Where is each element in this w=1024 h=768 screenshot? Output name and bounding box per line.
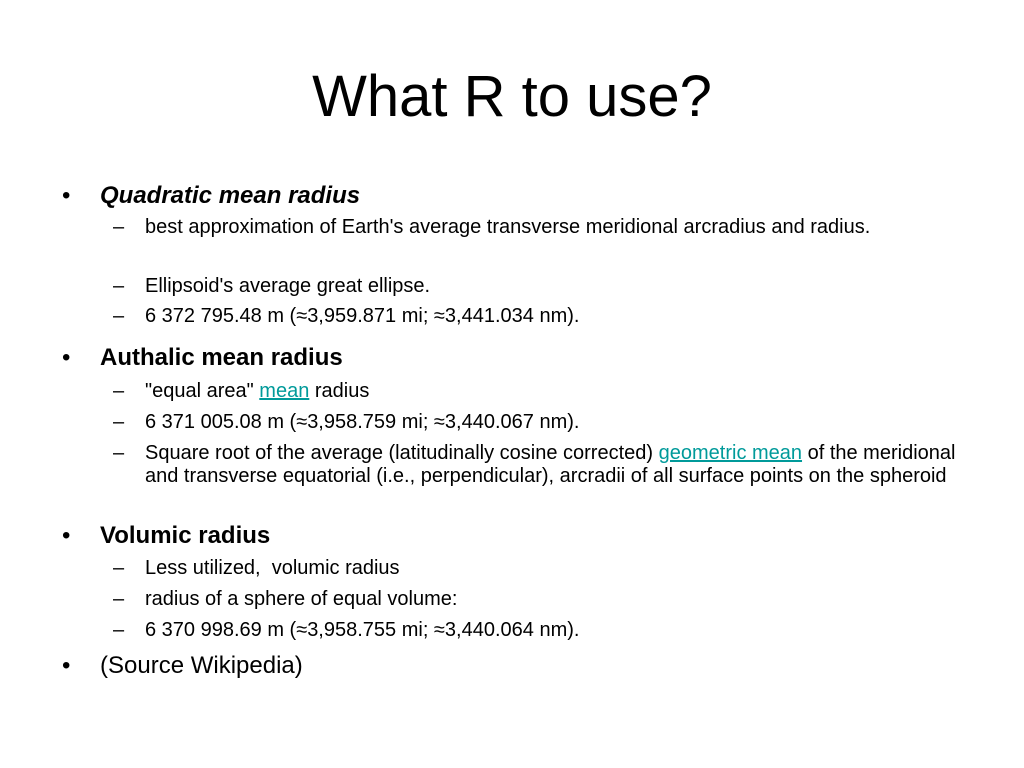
bullet-icon: • xyxy=(62,652,71,679)
list-item xyxy=(113,216,965,239)
dash-icon: – xyxy=(113,588,125,610)
list-item-text-post: radius xyxy=(309,380,370,402)
bullet-icon: • xyxy=(62,182,71,209)
dash-icon: – xyxy=(113,380,125,402)
dash-icon: – xyxy=(113,411,125,433)
list-item-text: 6 371 005.08 m (≈3,958.759 mi; ≈3,440.067 nm). xyxy=(145,411,580,433)
list-item xyxy=(113,557,965,580)
bullet-icon: • xyxy=(62,344,71,371)
heading-text: Quadratic mean radius xyxy=(100,182,361,209)
list-item xyxy=(113,411,965,434)
list-item-text-post: of the meridional and transverse equatorial (i.e., perpendicular), arcradii of all surface points on the spheroid xyxy=(145,442,956,487)
dash-icon: – xyxy=(113,305,125,327)
list-item xyxy=(113,588,965,611)
list-item xyxy=(113,305,965,328)
list-item xyxy=(113,442,965,488)
geometric-mean-link[interactable]: geometric mean xyxy=(658,442,803,464)
dash-icon: – xyxy=(113,557,125,579)
list-item xyxy=(113,380,965,403)
dash-icon: – xyxy=(113,619,125,641)
list-item xyxy=(113,275,965,298)
list-item-text: Ellipsoid's average great ellipse. xyxy=(145,275,431,297)
dash-icon: – xyxy=(113,442,125,464)
list-item xyxy=(113,619,965,642)
mean-link[interactable]: mean xyxy=(259,380,310,402)
heading-text: Authalic mean radius xyxy=(100,344,343,371)
heading-volumic-radius xyxy=(62,522,980,550)
heading-quadratic-mean-radius xyxy=(62,182,980,210)
dash-icon: – xyxy=(113,275,125,297)
bullet-icon: • xyxy=(62,522,71,549)
source-text: (Source Wikipedia) xyxy=(100,652,303,679)
list-item-text-pre: "equal area" xyxy=(145,380,260,402)
list-item-text: 6 372 795.48 m (≈3,959.871 mi; ≈3,441.034 nm). xyxy=(145,305,580,327)
heading-authalic-mean-radius xyxy=(62,344,980,372)
source-note xyxy=(62,652,980,680)
heading-text: Volumic radius xyxy=(100,522,271,549)
list-item-text: Less utilized, volumic radius xyxy=(145,557,400,579)
list-item-text: radius of a sphere of equal volume: xyxy=(145,588,458,610)
list-item-text: 6 370 998.69 m (≈3,958.755 mi; ≈3,440.064 nm). xyxy=(145,619,580,641)
slide-title: What R to use? xyxy=(312,64,712,129)
list-item-text-pre: Square root of the average (latitudinally cosine corrected) xyxy=(145,442,659,464)
list-item-text: best approximation of Earth's average transverse meridional arcradius and radius. xyxy=(145,216,871,238)
dash-icon: – xyxy=(113,216,125,238)
